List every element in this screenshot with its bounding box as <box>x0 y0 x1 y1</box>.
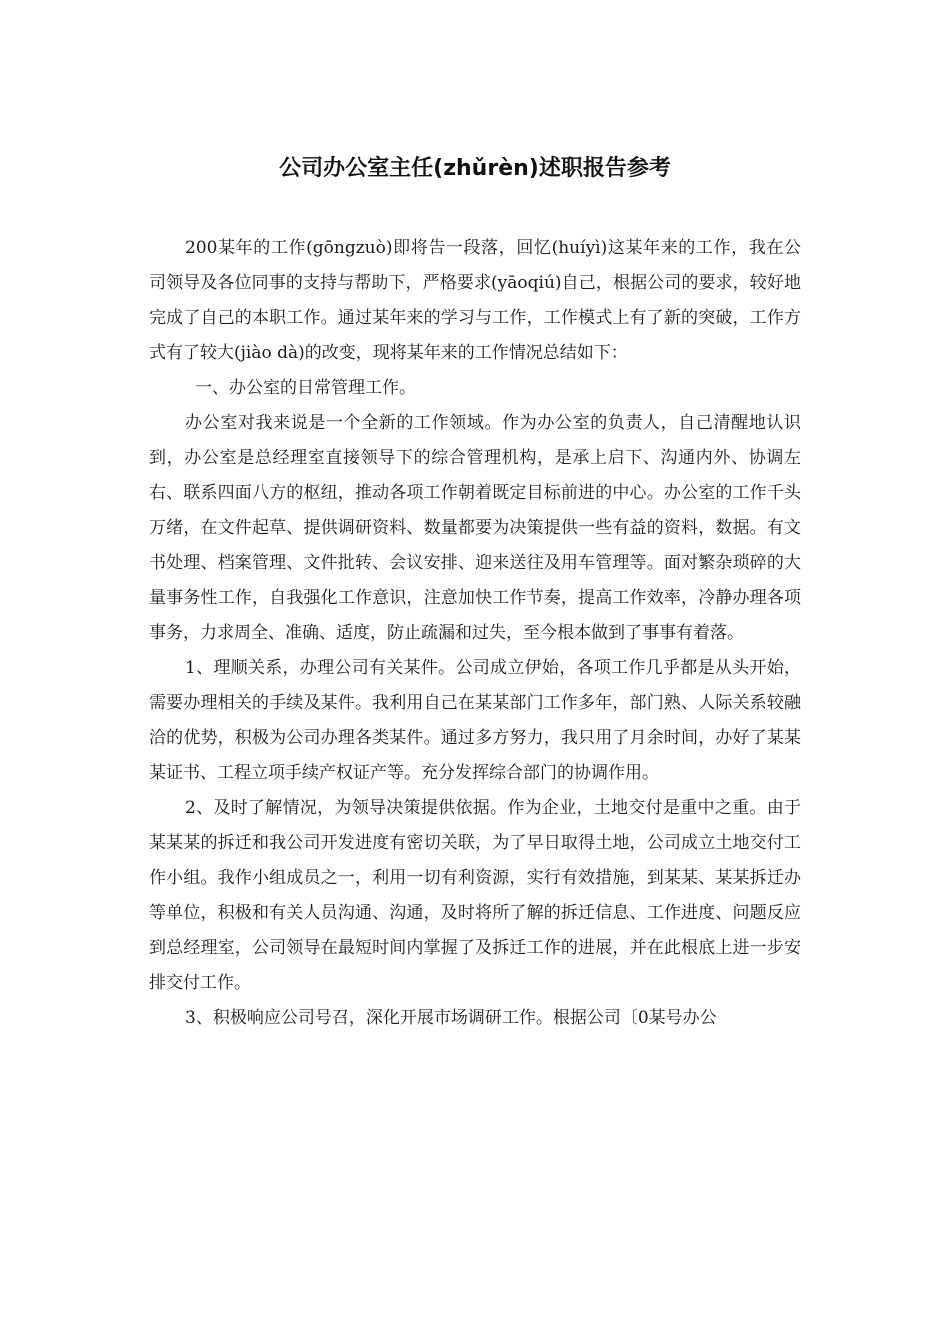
paragraph-item-3: 3、积极响应公司号召，深化开展市场调研工作。根据公司〔0某号办公 <box>185 1008 717 1028</box>
document-body <box>149 231 801 1036</box>
section-heading-1: 一、办公室的日常管理工作。 <box>195 378 416 398</box>
document-title: 公司办公室主任(zhǔrèn)述职报告参考 <box>279 156 671 181</box>
paragraph-intro: 200某年的工作(gōngzuò)即将告一段落，回忆(huíyì)这某年来的工作，我在公司领导及各位同事的支持与帮助下，严格要求(yāoqiú)自己，根据公司的要求，较好地完成了自己的本职工作。通过某年来的学习与工作，工作模式上有了新的突破，工作方式有了较大(jiào dà)的改变，现将某年来的工作情况总结如下： <box>149 238 801 363</box>
paragraph-office-overview: 办公室对我来说是一个全新的工作领域。作为办公室的负责人，自己清醒地认识到，办公室是总经理室直接领导下的综合管理机构，是承上启下、沟通内外、协调左右、联系四面八方的枢纽，推动各项工作朝着既定目标前进的中心。办公室的工作千头万绪，在文件起草、提供调研资料、数量都要为决策提供一些有益的资料，数据。有文书处理、档案管理、文件批转、会议安排、迎来送往及用车管理等。面对繁杂琐碎的大量事务性工作，自我强化工作意识，注意加快工作节奏，提高工作效率，冷静办理各项事务，力求周全、准确、适度，防止疏漏和过失，至今根本做到了事事有着落。 <box>149 413 801 643</box>
paragraph-item-1: 1、理顺关系，办理公司有关某件。公司成立伊始，各项工作几乎都是从头开始，需要办理相关的手续及某件。我利用自己在某某部门工作多年，部门熟、人际关系较融洽的优势，积极为公司办理各类某件。通过多方努力，我只用了月余时间，办好了某某某证书、工程立项手续产权证产等。充分发挥综合部门的协调作用。 <box>149 658 801 783</box>
paragraph-item-2: 2、及时了解情况，为领导决策提供依据。作为企业，土地交付是重中之重。由于某某某的拆迁和我公司开发进度有密切关联，为了早日取得土地，公司成立土地交付工作小组。我作小组成员之一，利用一切有利资源，实行有效措施，到某某、某某拆迁办等单位，积极和有关人员沟通、沟通，及时将所了解的拆迁信息、工作进度、问题反应到总经理室，公司领导在最短时间内掌握了及拆迁工作的进展，并在此根底上进一步安排交付工作。 <box>149 798 801 993</box>
